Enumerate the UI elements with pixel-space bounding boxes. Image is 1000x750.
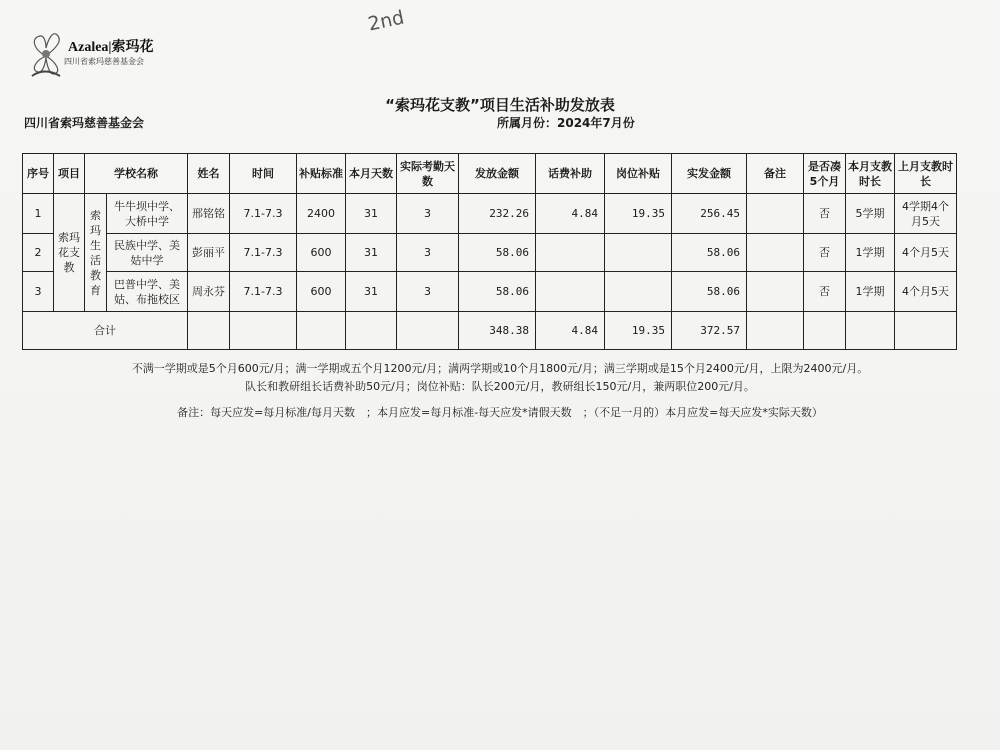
logo-name: Azalea|索玛花 [68,40,154,55]
person-name: 周永芬 [188,272,230,312]
amount: 58.06 [459,234,536,272]
col-header: 时间 [230,154,297,194]
row-number: 2 [23,234,54,272]
phone-subsidy [536,272,605,312]
remark [747,272,804,312]
col-header: 发放金额 [459,154,536,194]
month-days: 31 [346,272,397,312]
empty-cell [846,312,895,350]
table-row [23,194,957,234]
total-row [23,312,957,350]
this-month-length: 1学期 [846,234,895,272]
col-header: 项目 [54,154,85,194]
remark [747,194,804,234]
school-name: 牛牛坝中学、大桥中学 [107,194,188,234]
note-line-3: 备注：每天应发=每月标准/每月天数 ；本月应发=每月标准-每天应发*请假天数 ；（不足一月的）本月应发=每天应发*实际天数） [177,406,823,419]
subsidy-table [22,153,957,350]
post-subsidy [605,272,672,312]
empty-cell [230,312,297,350]
foundation-logo [26,30,186,86]
row-number: 1 [23,194,54,234]
organization-name: 四川省索玛慈善基金会 [24,116,145,130]
actual-days: 3 [397,272,459,312]
empty-cell [895,312,957,350]
handwritten-mark: 2nd [366,6,407,36]
period: 7.1-7.3 [230,194,297,234]
month-days: 31 [346,234,397,272]
page-title: “索玛花支教”项目生活补助发放表 [385,96,615,114]
total-amount: 348.38 [459,312,536,350]
col-header: 补贴标准 [297,154,346,194]
table-header-row [23,154,957,194]
five-month-flag: 否 [804,234,846,272]
month-days: 31 [346,194,397,234]
col-header: 本月天数 [346,154,397,194]
note-line-2: 队长和教研组长话费补助50元/月；岗位补贴：队长200元/月，教研组长150元/月，兼两职位200元/月。 [245,380,755,393]
project-cell: 索玛花支教 [54,194,85,312]
azalea-flower-icon [26,30,66,80]
empty-cell [397,312,459,350]
net-amount: 58.06 [672,234,747,272]
col-header: 岗位补贴 [605,154,672,194]
empty-cell [804,312,846,350]
standard: 600 [297,234,346,272]
col-header: 上月支教时长 [895,154,957,194]
table-row [23,272,957,312]
actual-days: 3 [397,194,459,234]
standard: 2400 [297,194,346,234]
amount: 58.06 [459,272,536,312]
col-header: 序号 [23,154,54,194]
phone-subsidy [536,234,605,272]
school-name: 民族中学、美姑中学 [107,234,188,272]
col-header: 姓名 [188,154,230,194]
this-month-length: 1学期 [846,272,895,312]
total-net: 372.57 [672,312,747,350]
total-post: 19.35 [605,312,672,350]
this-month-length: 5学期 [846,194,895,234]
total-phone: 4.84 [536,312,605,350]
row-number: 3 [23,272,54,312]
total-label: 合计 [23,312,188,350]
last-month-length: 4个月5天 [895,234,957,272]
period: 7.1-7.3 [230,272,297,312]
post-subsidy: 19.35 [605,194,672,234]
remark [747,234,804,272]
table-row [23,234,957,272]
standard: 600 [297,272,346,312]
school-name: 巴普中学、美姑、布拖校区 [107,272,188,312]
net-amount: 58.06 [672,272,747,312]
col-header: 话费补助 [536,154,605,194]
col-header: 学校名称 [85,154,188,194]
last-month-length: 4个月5天 [895,272,957,312]
post-subsidy [605,234,672,272]
logo-subtitle: 四川省索玛慈善基金会 [64,57,144,66]
col-header: 实际考勤天数 [397,154,459,194]
month-label: 所属月份：2024年7月份 [497,116,635,130]
net-amount: 256.45 [672,194,747,234]
last-month-length: 4学期4个月5天 [895,194,957,234]
empty-cell [188,312,230,350]
phone-subsidy: 4.84 [536,194,605,234]
empty-cell [346,312,397,350]
person-name: 彭丽平 [188,234,230,272]
empty-cell [747,312,804,350]
note-line-1: 不满一学期或是5个月600元/月；满一学期或五个月1200元/月；满两学期或10个月1800元/月；满三学期或是15个月2400元/月，上限为2400元/月。 [131,362,869,375]
five-month-flag: 否 [804,194,846,234]
amount: 232.26 [459,194,536,234]
actual-days: 3 [397,234,459,272]
period: 7.1-7.3 [230,234,297,272]
person-name: 邢铭铭 [188,194,230,234]
empty-cell [297,312,346,350]
col-header: 本月支教时长 [846,154,895,194]
col-header: 是否凑5个月 [804,154,846,194]
project-sub-cell: 索玛生活教育 [85,194,107,312]
five-month-flag: 否 [804,272,846,312]
col-header: 备注 [747,154,804,194]
col-header: 实发金额 [672,154,747,194]
